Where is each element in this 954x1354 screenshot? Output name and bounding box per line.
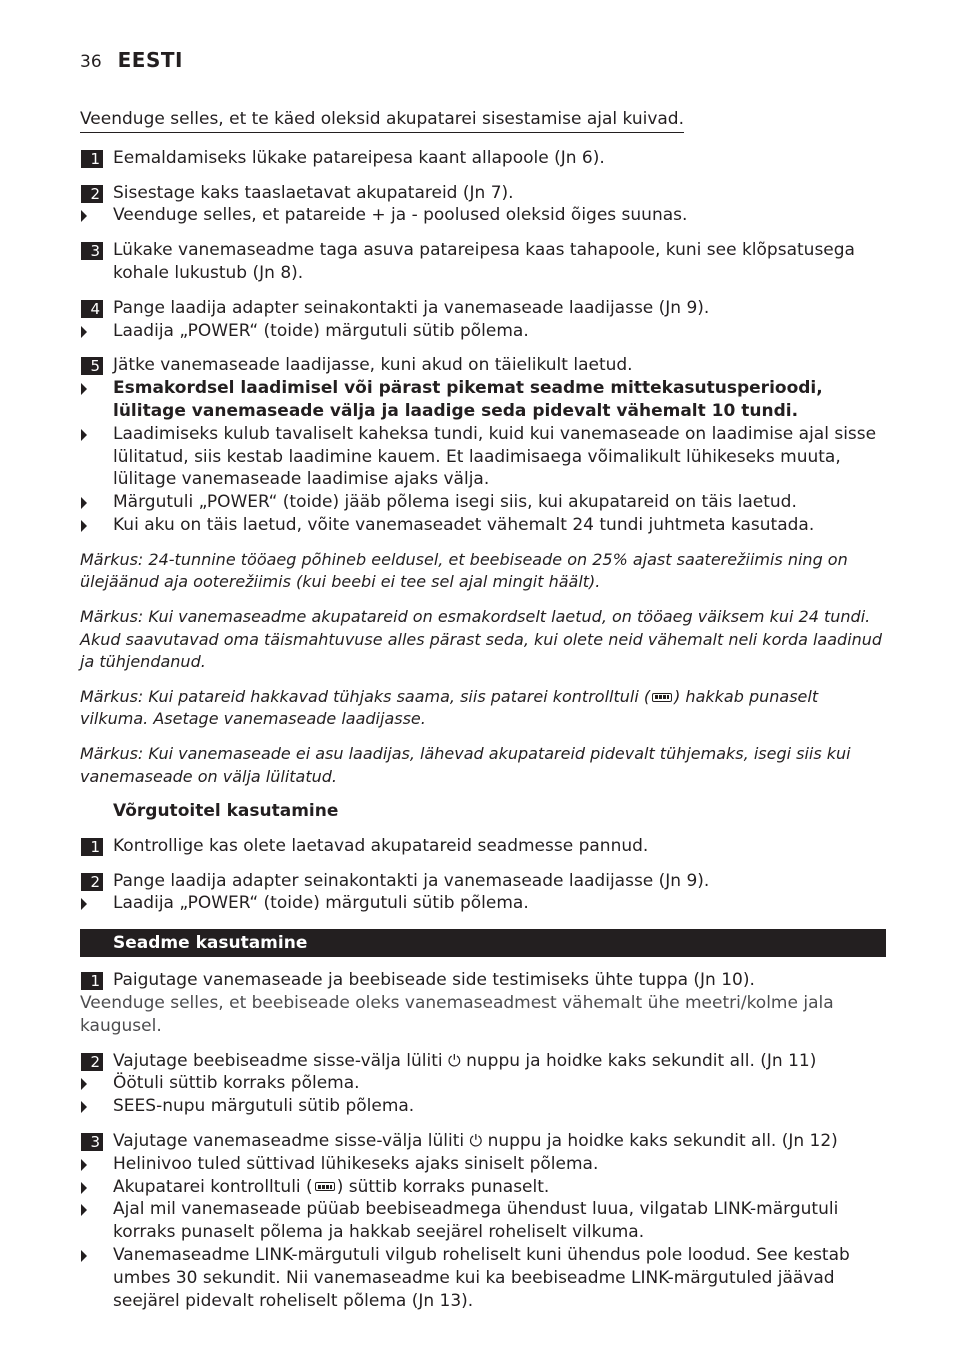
bullet-icon [81, 1182, 87, 1194]
bullet-item [80, 1244, 886, 1312]
step-text: nuppu ja hoidke kaks sekundit all. (Jn 12) [482, 1131, 838, 1152]
step-text: nuppu ja hoidke kaks sekundit all. (Jn 11) [460, 1050, 817, 1071]
bullet-item-bold [80, 377, 886, 423]
note-text: Märkus: Kui patareid hakkavad tühjaks saama, siis patarei kontrolltuli ( [80, 686, 651, 706]
bullet-text: Vanemaseadme LINK-märgutuli vilgub roheliselt kuni ühendus pole loodud. See kestab umbes 30 sekundit. Nii vanemaseadme kui ka beebiseadme LINK-märgutuled jäävad seejärel pidevalt roheliselt põlema (Jn 13). [113, 1245, 850, 1311]
power-icon: ⏻ [469, 1131, 483, 1151]
step-note: Veenduge selles, et beebiseade oleks vanemaseadmest vähemalt ühe meetri/kolme jala kaugusel. [80, 993, 834, 1036]
step-3 [80, 239, 886, 285]
bullet-text: Kui aku on täis laetud, võite vanemaseadet vähemalt 24 tundi juhtmeta kasutada. [113, 514, 815, 535]
step-number: 2 [81, 873, 103, 891]
bullet-text: Öötuli süttib korraks põlema. [113, 1073, 360, 1094]
bullet-item [80, 423, 886, 491]
note-4: Märkus: Kui vanemaseade ei asu laadijas, lähevad akupatareid pidevalt tühjemaks, isegi siis kui vanemaseade on välja lülitatud. [80, 743, 851, 786]
step-5 [80, 354, 886, 377]
step-1 [80, 147, 886, 170]
step-number: 5 [81, 357, 103, 375]
step-number: 3 [81, 1133, 103, 1151]
bullet-item [80, 204, 886, 227]
usage-step-2 [80, 1050, 886, 1073]
bullet-item [80, 491, 886, 514]
page-number: 36 [80, 52, 102, 72]
bullet-text: SEES-nupu märgutuli sütib põlema. [113, 1096, 415, 1117]
usage-step-3 [80, 1130, 886, 1153]
mains-step-2 [80, 870, 886, 893]
bullet-icon [81, 1101, 87, 1113]
step-2 [80, 182, 886, 205]
bullet-item [80, 1095, 886, 1118]
bullet-icon [81, 898, 87, 910]
bullet-icon [81, 210, 87, 222]
step-text: Eemaldamiseks lükake patareipesa kaant allapoole (Jn 6). [113, 147, 605, 168]
bullet-text: Akupatarei kontrolltuli ( [113, 1176, 313, 1197]
bullet-item [80, 892, 886, 915]
step-text: Pange laadija adapter seinakontakti ja vanemaseade laadijasse (Jn 9). [113, 870, 710, 891]
step-text: Jätke vanemaseade laadijasse, kuni akud on täielikult laetud. [113, 355, 633, 376]
bullet-item [80, 320, 886, 343]
step-number: 1 [81, 150, 103, 168]
bullet-icon [81, 1250, 87, 1262]
step-text: Paigutage vanemaseade ja beebiseade side testimiseks ühte tuppa (Jn 10). [113, 970, 755, 991]
step-text: Vajutage vanemaseadme sisse-välja lüliti [113, 1131, 470, 1152]
note-2: Märkus: Kui vanemaseadme akupatareid on esmakordselt laetud, on tööaeg väiksem kui 24 tundi. Akud saavutavad oma täismahtuvuse alles pärast seda, kui olete neid vähemalt neli korda laadinud ja tühjendanud. [80, 606, 883, 672]
bullet-icon [81, 1078, 87, 1090]
bullet-icon [81, 520, 87, 532]
bullet-text: Helinivoo tuled süttivad lühikeseks ajaks siniselt põlema. [113, 1153, 599, 1174]
step-4 [80, 297, 886, 320]
step-number: 1 [81, 972, 103, 990]
bullet-text: Ajal mil vanemaseade püüab beebiseadmega ühendust luua, vilgatab LINK-märgutuli korraks punaselt põlema ja hakkab seejärel roheliselt vilkuma. [113, 1199, 839, 1243]
note-1: Märkus: 24-tunnine tööaeg põhineb eeldusel, et beebiseade on 25% ajast saaterežiimis ning on ülejäänud aja ooterežiimis (kui beebi ei tee sel ajal mingit häält). [80, 549, 848, 592]
bullet-text: Esmakordsel laadimisel või pärast pikemat seadme mittekasutusperioodi, lülitage vanemaseade välja ja laadige seda pidevalt vähemalt 10 tundi. [113, 378, 823, 421]
section-title: EESTI [117, 48, 183, 72]
step-text: Sisestage kaks taaslaetavat akupatareid (Jn 7). [113, 182, 514, 203]
bullet-icon [81, 1204, 87, 1216]
step-text: Lükake vanemaseadme taga asuva patareipesa kaas tahapoole, kuni see klõpsatusega kohale lukustub (Jn 8). [113, 240, 855, 283]
bullet-item [80, 514, 886, 537]
step-number: 4 [81, 300, 103, 318]
section-bar: Seadme kasutamine [80, 929, 886, 957]
power-icon: ⏻ [448, 1050, 461, 1070]
bullet-item [80, 1072, 886, 1095]
bullet-text: Veenduge selles, et patareide + ja - poolused oleksid õiges suunas. [113, 205, 688, 226]
note-text: ) hakkab punaselt vilkuma. Asetage vanemaseade laadijasse. [80, 686, 819, 729]
bullet-item [80, 1176, 886, 1199]
battery-icon [315, 1182, 335, 1191]
step-text: Vajutage beebiseadme sisse-välja lüliti [113, 1050, 449, 1071]
bullet-item [80, 1153, 886, 1176]
bullet-text: Laadija „POWER“ (toide) märgutuli sütib põlema. [113, 320, 529, 341]
bullet-icon [81, 383, 87, 395]
bullet-icon [81, 326, 87, 338]
page-header [80, 48, 183, 74]
step-number: 1 [81, 838, 103, 856]
step-number: 3 [81, 242, 103, 260]
bullet-icon [81, 1159, 87, 1171]
note-3 [80, 686, 886, 731]
bullet-item [80, 1198, 886, 1244]
bullet-text: Laadimiseks kulub tavaliselt kaheksa tundi, kuid kui vanemaseade on laadimise ajal sisse lülitatud, siis kestab laadimine kauem. Et laadimisaega võimalikult lühikeseks muuta, lülitage vanemaseade laadimise ajaks välja. [113, 423, 877, 490]
bullet-text: Laadija „POWER“ (toide) märgutuli sütib põlema. [113, 893, 529, 914]
usage-step-1 [80, 969, 886, 992]
battery-icon [652, 693, 672, 702]
page-content [80, 108, 886, 1312]
bullet-text: Märgutuli „POWER“ (toide) jääb põlema isegi siis, kui akupatareid on täis laetud. [113, 492, 797, 513]
bullet-icon [81, 497, 87, 509]
step-text: Kontrollige kas olete laetavad akupatareid seadmesse pannud. [113, 835, 649, 856]
bullet-icon [81, 429, 87, 441]
subsection-title: Võrgutoitel kasutamine [113, 801, 339, 822]
mains-step-1 [80, 835, 886, 858]
step-number: 2 [81, 185, 103, 203]
step-text: Pange laadija adapter seinakontakti ja vanemaseade laadijasse (Jn 9). [113, 297, 710, 318]
intro-text: Veenduge selles, et te käed oleksid akupatarei sisestamise ajal kuivad. [80, 108, 684, 133]
step-number: 2 [81, 1053, 103, 1071]
bullet-text: ) süttib korraks punaselt. [336, 1176, 550, 1197]
